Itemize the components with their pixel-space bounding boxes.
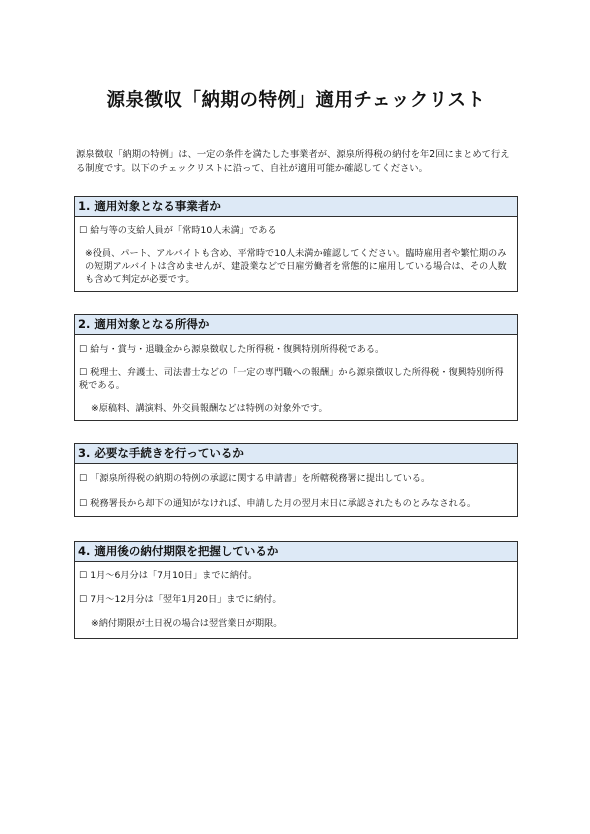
section-body	[75, 217, 517, 291]
checkbox-icon[interactable]: ☐	[79, 473, 88, 484]
checkbox-icon[interactable]: ☐	[79, 225, 88, 236]
checkbox-icon[interactable]: ☐	[79, 570, 88, 581]
checklist-item[interactable]	[79, 472, 511, 485]
checklist-item-text: 「源泉所得税の納期の特例の承認に関する申請書」を所轄税務署に提出している。	[90, 473, 431, 484]
checklist-item-text: 税務署長から却下の通知がなければ、申請した月の翌月末日に承認されたものとみなされる。	[90, 498, 477, 509]
section-body	[75, 335, 517, 420]
section-heading: 4. 適用後の納付期限を把握しているか	[75, 542, 517, 562]
checklist-item[interactable]	[79, 569, 511, 582]
intro-paragraph: 源泉徴収「納期の特例」は、一定の条件を満たした事業者が、源泉所得税の納付を年2回にまとめて行える制度です。以下のチェックリストに沿って、自社が適用可能か確認してください。	[76, 149, 510, 174]
section-heading: 1. 適用対象となる事業者か	[75, 197, 517, 217]
checklist-item-text: 税理士、弁護士、司法書士などの「一定の専門職への報酬」から源泉徴収した所得税・復興特別所得税である。	[79, 367, 504, 391]
checklist-item-text: 1月～6月分は「7月10日」までに納付。	[90, 570, 258, 581]
checkbox-icon[interactable]: ☐	[79, 344, 88, 355]
section-heading: 3. 必要な手続きを行っているか	[75, 444, 517, 464]
page-title: 源泉徴収「納期の特例」適用チェックリスト	[106, 90, 486, 111]
checklist-item[interactable]	[79, 593, 511, 606]
section-eligible-income	[74, 314, 518, 421]
checklist-item-text: 7月～12月分は「翌年1月20日」までに納付。	[90, 594, 282, 605]
section-note: ※役員、パート、アルバイトも含め、平常時で10人未満か確認してください。臨時雇用者や繁忙期のみの短期アルバイトは含めませんが、建設業などで日雇労働者を常態的に雇用している場合は、その人数も含めて判定が必要です。	[85, 248, 507, 285]
section-note: ※納付期限が土日祝の場合は翌営業日が期限。	[91, 618, 283, 629]
checkbox-icon[interactable]: ☐	[79, 367, 88, 378]
section-note: ※原稿料、講演料、外交員報酬などは特例の対象外です。	[91, 403, 328, 414]
checklist-item[interactable]	[79, 224, 511, 237]
section-eligible-business	[74, 196, 518, 292]
section-heading: 2. 適用対象となる所得か	[75, 315, 517, 335]
section-body	[75, 562, 517, 638]
checklist-item-text: 給与等の支給人員が「常時10人未満」である	[90, 225, 277, 236]
checklist-item-text: 給与・賞与・退職金から源泉徴収した所得税・復興特別所得税である。	[90, 344, 385, 355]
checkbox-icon[interactable]: ☐	[79, 498, 88, 509]
checklist-item[interactable]	[79, 497, 511, 510]
section-body	[75, 464, 517, 516]
section-procedures	[74, 443, 518, 517]
checklist-item[interactable]	[79, 343, 511, 356]
checklist-item[interactable]	[79, 366, 511, 392]
section-payment-deadline	[74, 541, 518, 639]
checkbox-icon[interactable]: ☐	[79, 594, 88, 605]
